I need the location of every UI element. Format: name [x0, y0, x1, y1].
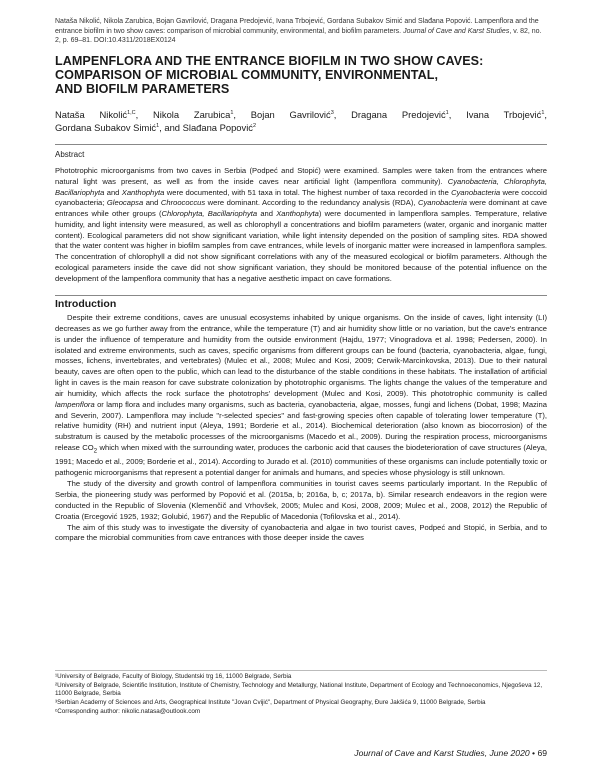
footnote-3: ³Serbian Academy of Sciences and Arts, Geographical Institute "Jovan Cvijić", Department of Physical Geography, Đure Jakšića 9, 11000 Belgrade, Serbia	[55, 699, 486, 707]
introduction-paragraph-2: The study of the diversity and growth control of lampenflora communities in tourist caves seems particularly important. In the Republic of Serbia, the pioneering study was performed by Popović et al. (2015a, b; 2016a, b, c; 2017a, b). Similar research endeavors in the region were conducted in the Republic of Slovenia (Klemenčič and Vrhovšek, 2005; Mulec and Kosi, 2008, 2009; Mulec et al., 2008, 2012) the Republic of Croatia (Ercegović 1925, 1932; Golubić, 1967) and the Republic of Macedonia (Tofilovska et al., 2014).	[55, 479, 547, 521]
author-affiliation: 1	[541, 109, 545, 116]
citation-text: Nataša Nikolić, Nikola Zarubica, Bojan Gavrilović, Dragana Predojević, Ivana Trbojević, Gordana Subakov Simić and Slađana Popović. Lampenflora and the entrance biofilm in two show caves: comparison of microbial community, environmental, and biofilm parameters.	[55, 18, 539, 35]
author-affiliation: 1	[156, 122, 160, 129]
abstract-text	[55, 166, 547, 284]
author-name: Nataša Nikolić	[55, 109, 128, 120]
chlorophyll-a: a	[167, 252, 172, 261]
citation-header	[55, 17, 547, 46]
abstract-run: ) were documented in lampenflora samples. Temperature, relative humidity, and light intensity were measured, as well as chlorophyll	[55, 209, 548, 229]
abstract-run: did not show significant correlations with any of the measured ecological or biofilm parameters. Although the ecological parameters inside the cave did not show significant variation, they should be monitored because of the potential influence on the development of the lampenflora community that has a negative aesthetic impact on cave formations.	[55, 252, 548, 283]
taxon-name: Cyanobacteria	[451, 187, 501, 197]
citation-volume: , v. 82, no. 2, p. 69–81. DOI:10.4311/2018EX0124	[55, 27, 542, 45]
abstract-run: were documented, with 51 taxa in total. The highest number of taxa recorded in the	[164, 187, 452, 197]
author-affiliation: 2	[252, 122, 257, 129]
introduction-body	[55, 313, 547, 544]
author-affiliation: 1,C	[127, 109, 136, 116]
author-affiliation: 1	[445, 109, 449, 116]
abstract-run: and	[143, 198, 161, 208]
abstract-run: and	[257, 209, 277, 218]
author-name: , and Slađana Popović	[159, 122, 253, 133]
taxon-name: Chroococcus	[160, 198, 206, 208]
footnote-corresponding: ᶜCorresponding author: nikolic.natasa@outlook.com	[55, 707, 201, 715]
chlorophyll-a: a	[283, 219, 288, 229]
page-footer	[354, 748, 547, 758]
footer-separator: •	[529, 748, 538, 758]
taxon-name: Cyanobacteria, Chlorophyta, Bacillariophyta	[55, 176, 547, 197]
author-affiliation: 1	[230, 109, 234, 116]
paragraph-run: Despite their extreme conditions, caves are unusual ecosystems inhabited by unique organisms. On the inside of caves, light intensity (LI) decreases as we go further away from the entrance, while the temperature (T) and air humidity show little or no variation, but the cave's entrance is under the influence of temperature and humidity from the outside environment (Hajdu, 1977; Vinogradova et al. 1998; Pedersen, 2000). In isolated and extreme environments, such as caves, specific organisms from different groups can be found (bacteria, cyanobacteria, algae, fungi, mosses, lichens, invertebrates, and vertebrates) (Mulec et al., 2008; Mulec and Kosi, 2009; Cerwik-Marcinkovska, 2013). Due to their natural beauty, caves are often open to the public, which can lead to the disturbance of the stable conditions in these habitats. The installation of artificial light in caves is the main reason for cave substrate colonization by phototrophic organisms. The lights change the values of the temperature and air humidity, which affects the rock surface the phototrophs' development (Mulec and Kosi, 2009). This phototrophic community is called	[55, 313, 547, 398]
author-row-2	[55, 121, 547, 134]
paragraph-run: which when mixed with the surrounding water, produces the carbonic acid that causes the biodeterioration of cave structures (Aleya, 1991; Macedo et al., 2009; Borderie et al., 2014). According to Jurado et al. (2010) communities of these organisms can include potentially toxic or pathogenic microorganisms that represent a potential danger for animals and humans, and species whose physiology is still unknown.	[55, 443, 547, 478]
paragraph-run: or lamp flora and includes many organisms, such as bacteria, cyanobacteria, algae, mosses, fungi and lichens (Dobat, 1998; Mazina and Severin, 2007). Lampenflora may include "r-selected species" and fast-growing species often capable of tolerating lower temperature (T), relative humidity (RH) and nutrient input (Aleya, 1991; Borderie et al., 2014). Biochemical deterioration (also known as biocorrosion) of the substratum is caused by the metabolic processes of the microorganisms (Macedo et al., 2009). During the respiration process, microorganisms release CO	[55, 399, 547, 453]
author-affiliation: 3	[330, 109, 334, 116]
abstract-run: were dominant. According to the redundancy analysis (RDA),	[205, 198, 418, 208]
abstract-run: and	[104, 187, 122, 197]
footnotes	[55, 673, 547, 717]
page-number: 69	[537, 748, 547, 758]
author-name: , Nikola Zarubica	[135, 109, 231, 120]
title-line-3: AND BIOFILM PARAMETERS	[55, 82, 230, 97]
abstract-run: were dominant at cave entrances while other groups (	[55, 198, 548, 218]
author-name: Gordana Subakov Simić	[55, 122, 157, 133]
lampenflora-term: lampenflora	[55, 399, 95, 409]
footnote-2: ²University of Belgrade, Scientific Institution, Institute of Chemistry, Technology and Metallurgy, National Institute, Department of Ecology and Technoeconomics, Njegoševa 12, 11000 Belgrade, Serbia	[55, 681, 543, 698]
co2-subscript: 2	[93, 447, 98, 455]
footer-journal: Journal of Cave and Karst Studies, June 2020	[354, 748, 530, 758]
taxon-name: Xanthophyta	[276, 209, 319, 218]
taxon-name: Chlorophyta, Bacillariophyta	[161, 209, 258, 218]
abstract-run: were coccoid cyanobacteria;	[55, 187, 548, 208]
footnote-divider	[55, 670, 547, 671]
citation-journal: Journal of Cave and Karst Studies	[403, 27, 510, 35]
title-line-2: COMPARISON OF MICROBIAL COMMUNITY, ENVIRONMENTAL,	[55, 68, 439, 83]
taxon-name: Xanthophyta	[121, 187, 165, 197]
abstract-section	[55, 144, 547, 296]
introduction-paragraph-1	[55, 313, 547, 479]
footnote-1: ¹University of Belgrade, Faculty of Biology, Studentski trg 16, 11000 Belgrade, Serbia	[55, 673, 292, 680]
author-name: , Bojan Gavrilović	[233, 109, 331, 120]
abstract-heading: Abstract	[55, 150, 85, 159]
taxon-name: Cyanobacteria	[418, 198, 467, 208]
author-list	[55, 108, 547, 134]
abstract-run: Phototrophic microorganisms from two caves in Serbia (Podpeć and Stopić) were examined. Samples were taken from the entrances where natural light was present, as well as from the inside caves near artificial light (lampenflora community).	[55, 166, 547, 186]
author-name: , Ivana Trbojević	[448, 109, 542, 120]
taxon-name: Gleocapsa	[106, 198, 144, 208]
paper-title	[55, 54, 547, 97]
abstract-run: concentrations and biofilm parameters (water, organic and inorganic matter content). Ecological parameters did not show significant variation, while light intensity depended on the position of sampling sites. RDA showed that the water content was higher in biofilm samples from cave entrances, while levels of inorganic matter were increased in lampenflora samples. The concentration of chlorophyll	[55, 219, 547, 261]
author-name: , Dragana Predojević	[333, 109, 446, 120]
author-row-1: Nataša Nikolić$^{1,C}$, Nikola Zarubica$^1$, Bojan Gavrilović$^3$, Dragana Predojević$^1$, Ivana Trbojević$^1$,	[55, 109, 547, 120]
introduction-heading: Introduction	[55, 298, 117, 310]
title-line-1: LAMPENFLORA AND THE ENTRANCE BIOFILM IN TWO SHOW CAVES:	[55, 54, 484, 68]
introduction-paragraph-3: The aim of this study was to investigate the diversity of cyanobacteria and algae in two tourist caves, Podpeć and Stopić, in Serbia, and to compare the microbial communities from cave entrances with those deeper inside the caves	[55, 522, 547, 543]
